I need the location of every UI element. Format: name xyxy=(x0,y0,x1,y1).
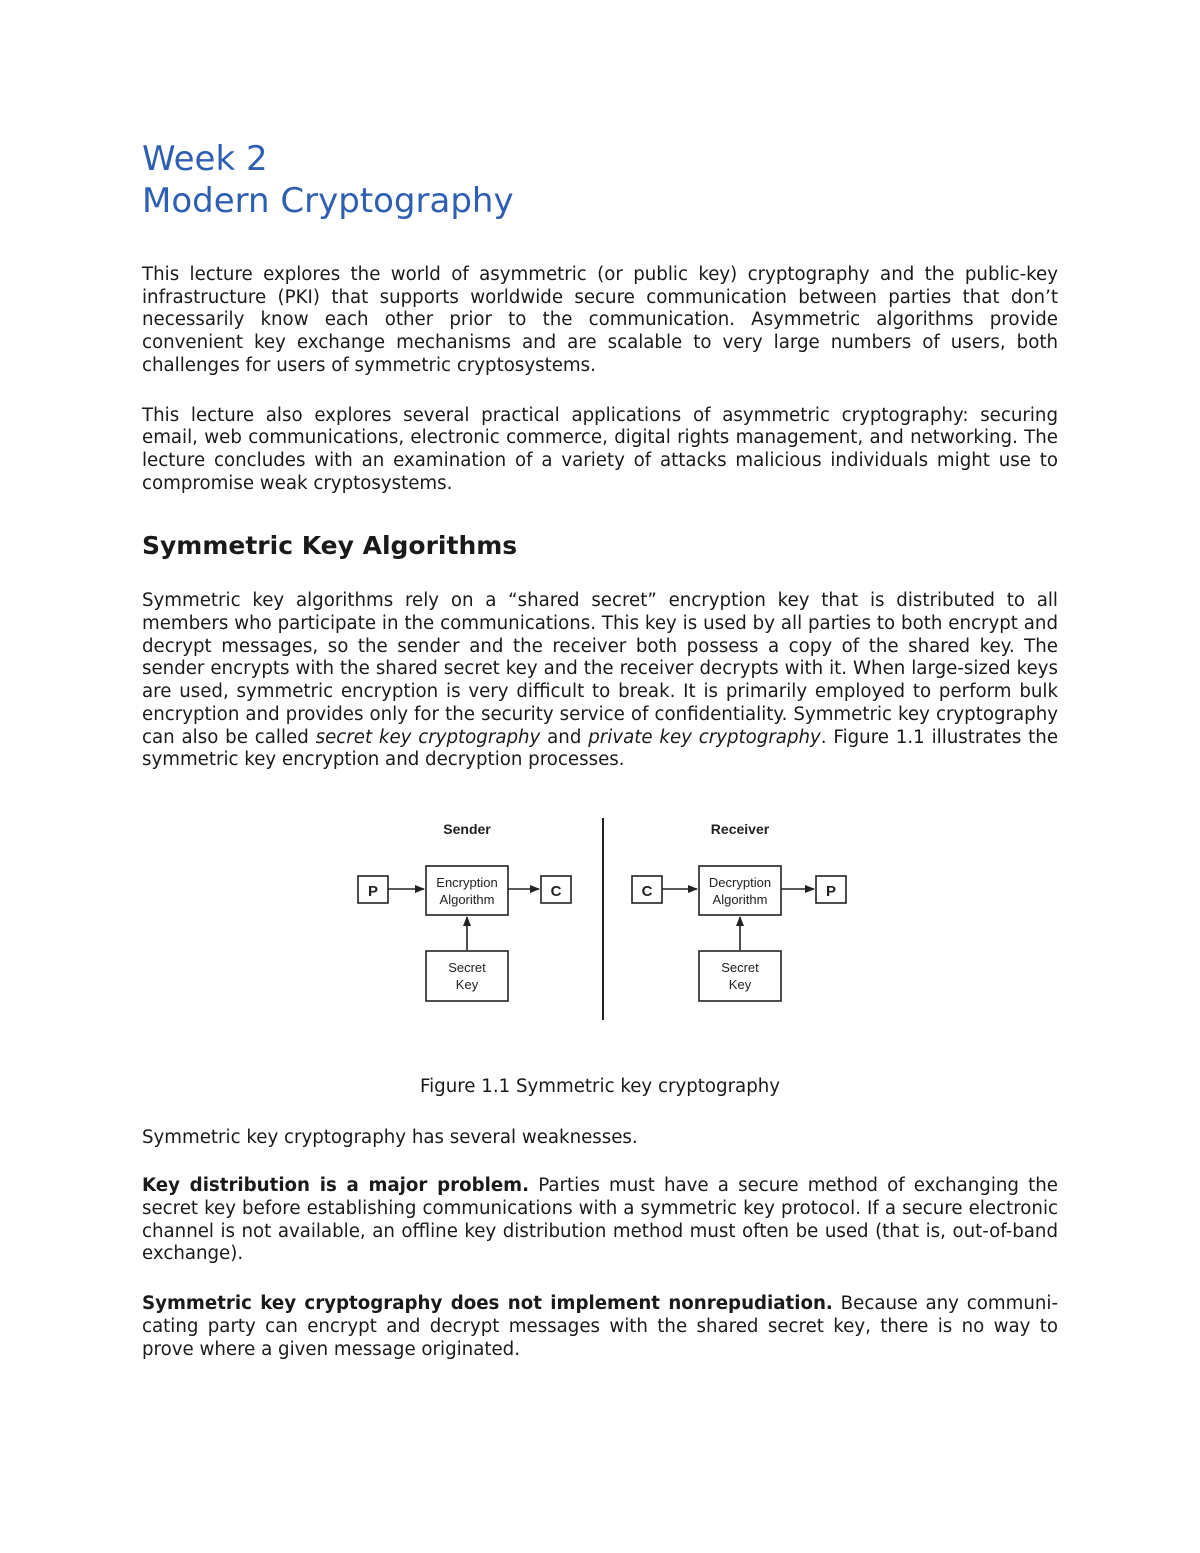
receiver-key-line2: Key xyxy=(728,976,752,992)
weakness-2-title: Symmetric key cryptography does not implement nonrepudiation. xyxy=(142,1293,833,1315)
weakness-nonrepudiation xyxy=(142,1293,1058,1361)
sender-ciphertext-label: C xyxy=(550,882,562,900)
receiver-key-line1: Secret xyxy=(721,959,759,975)
encryption-line1: Encryption xyxy=(436,874,498,890)
private-key-term: private key cryptography xyxy=(588,726,821,748)
diagram-svg xyxy=(342,816,862,1026)
symmetric-text-2: and xyxy=(540,726,589,748)
encryption-line2: Algorithm xyxy=(439,891,495,907)
title-week: Week 2 xyxy=(142,139,268,179)
weakness-intro: Symmetric key cryptography has several weaknesses. xyxy=(142,1126,638,1148)
sender-secret-key-box xyxy=(426,951,508,1001)
figure-caption: Figure 1.1 Symmetric key cryptography xyxy=(419,1075,781,1097)
symmetric-paragraph xyxy=(142,590,1058,772)
weakness-key-distribution xyxy=(142,1175,1058,1266)
receiver-plaintext-label: P xyxy=(825,882,837,900)
decryption-line2: Algorithm xyxy=(712,891,768,907)
weakness-2-text: Because any communi- cating party can encrypt and decrypt messages with the shared secret key, there is no way to prove where a given message originated. xyxy=(142,1293,1059,1360)
intro-paragraph-2: This lecture also explores several practical applications of asymmetric cryptography: securing email, web communications, electronic commerce, digital rights management, and networking. The lecture concludes with an examination of a variety of attacks malicious individuals might use to compromise weak cryptosystems. xyxy=(142,404,1058,494)
decryption-line1: Decryption xyxy=(708,874,772,890)
sender-plaintext-label: P xyxy=(367,882,379,900)
secret-key-term: secret key cryptography xyxy=(315,726,541,748)
sender-key-line1: Secret xyxy=(448,959,486,975)
decryption-algorithm-box xyxy=(699,866,781,915)
receiver-secret-key-box xyxy=(699,951,781,1001)
symmetric-text-3: . Figure 1.1 illustrates the symmetric key encryption and decryption processes. xyxy=(142,726,1059,771)
document-page xyxy=(142,138,1058,1361)
intro-paragraph-1: This lecture explores the world of asymmetric (or public key) cryptography and the public-key infrastructure (PKI) that supports worldwide secure communication between parties that don’t necessarily know each other prior to the communication. Asymmetric algorithms provide convenient key exchange mechanisms and are scalable to very large numbers of users, both challenges for users of symmetric cryptosystems. xyxy=(142,264,1058,376)
page-title xyxy=(142,138,1058,222)
sender-label: Sender xyxy=(443,820,491,837)
receiver-ciphertext-label: C xyxy=(641,882,653,900)
section-heading: Symmetric Key Algorithms xyxy=(142,531,518,561)
encryption-algorithm-box xyxy=(426,866,508,915)
figure-symmetric-diagram xyxy=(142,816,1058,1026)
receiver-label: Receiver xyxy=(710,820,770,837)
sender-key-line2: Key xyxy=(455,976,479,992)
weakness-1-title: Key distribution is a major problem. xyxy=(142,1175,530,1197)
symmetric-text-1: Symmetric key algorithms rely on a “shared secret” encryption key that is distributed to all members who participate in the communications. This key is used by all parties to both encrypt and decrypt messages, so the sender and the receiver both possess a copy of the shared key. The sender encrypts with the shared secret key and the receiver decrypts with it. When large-sized keys are used, symmetric encryption is very difficult to break. It is primarily employed to perform bulk encryption and provides only for the security service of confidentiality. Symmetric key cryptography can also be called xyxy=(142,590,1058,748)
weakness-1-text: Parties must have a secure method of exchanging the secret key before establishing communications with a symmetric key protocol. If a secure electronic channel is not available, an offline key distribution method must often be used (that is, out-of-band exchange). xyxy=(142,1175,1058,1265)
title-topic: Modern Cryptography xyxy=(142,181,514,221)
